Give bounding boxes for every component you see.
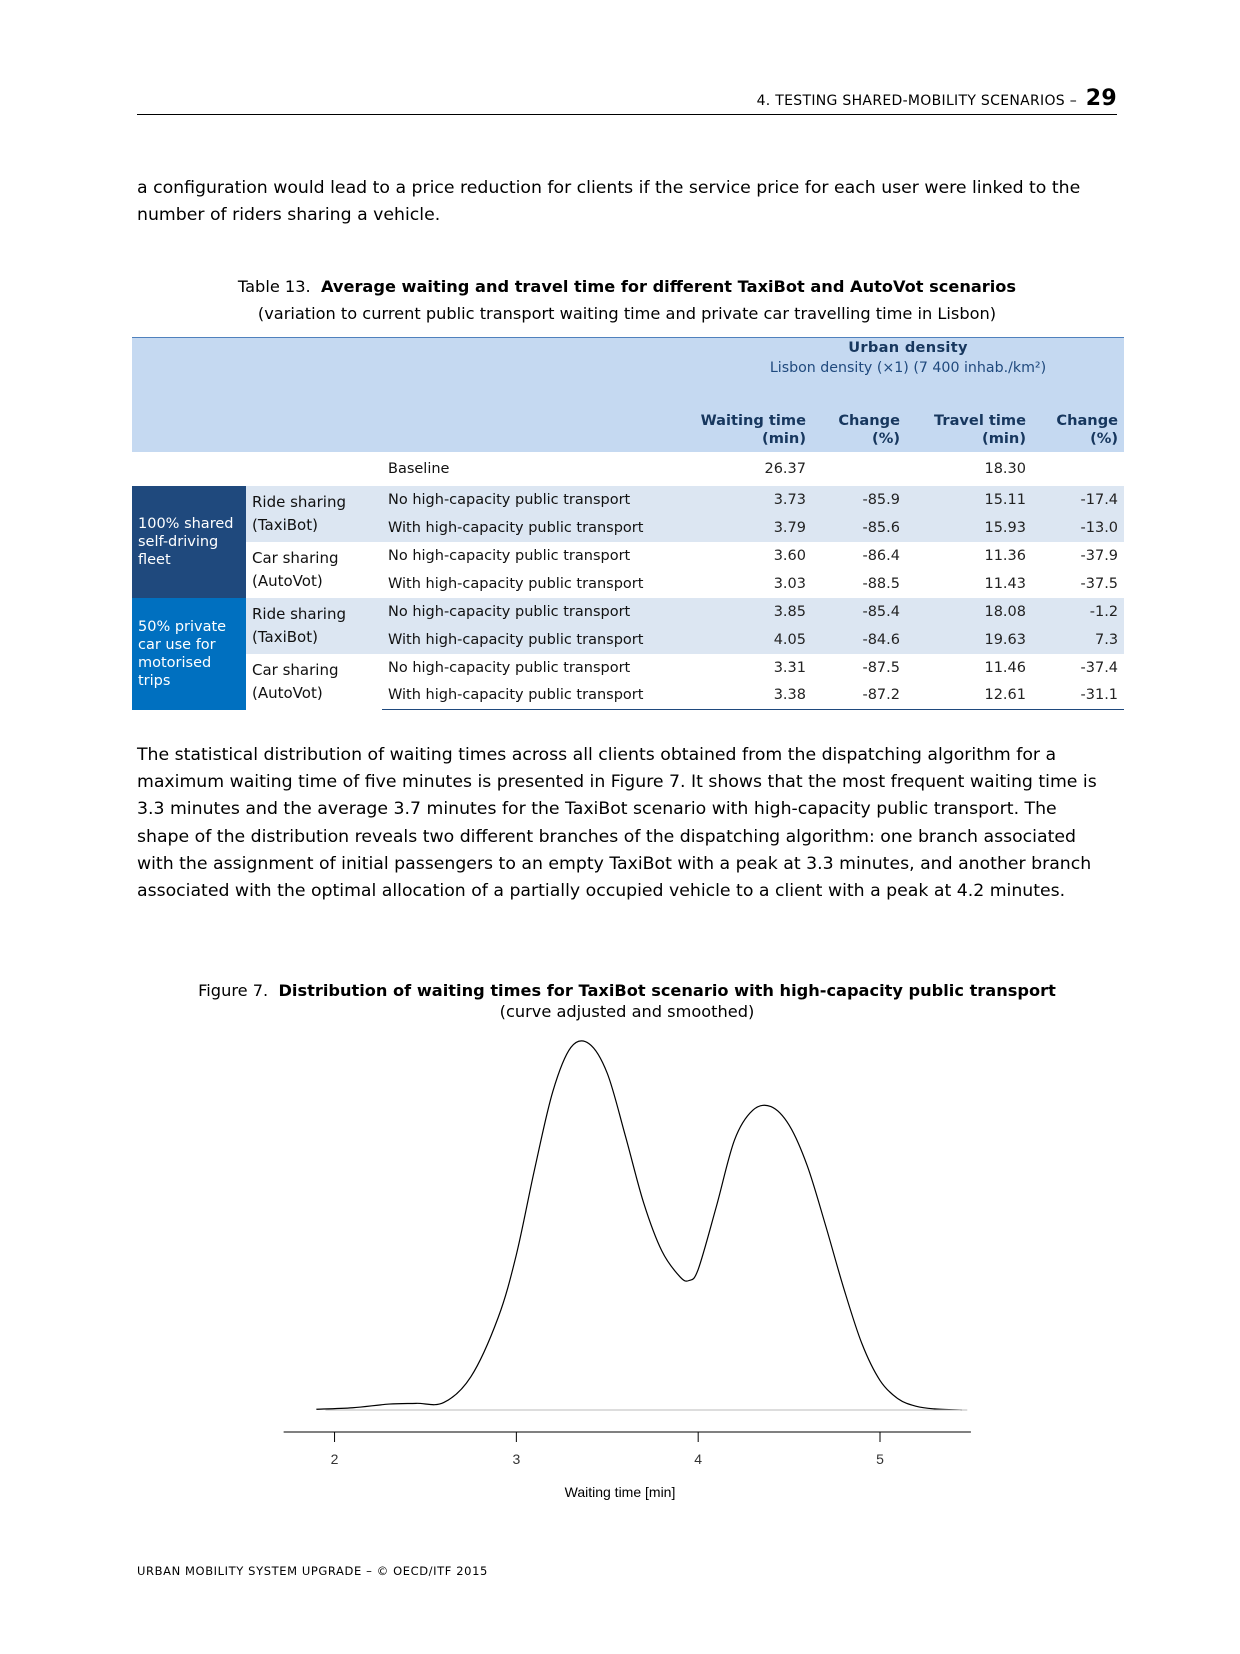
cell-travel: 19.63 xyxy=(984,631,1026,648)
table-caption-label: Table 13. xyxy=(237,277,311,296)
header-blank-2 xyxy=(132,412,692,452)
cell-waiting: 3.79 xyxy=(773,519,806,536)
col-waiting-unit: (min) xyxy=(762,429,806,447)
paragraph-distribution: The statistical distribution of waiting times across all clients obtained from the dispatching algorithm for a maximum waiting time of five minutes is presented in Figure 7. It shows that the most frequent waiting time is 3.3 minutes and the average 3.7 minutes for the TaxiBot scenario with high-capacity public transport. The shape of the distribution reveals two different branches of the dispatching algorithm: one branch associated with the assignment of initial passengers to an empty TaxiBot with a peak at 3.3 minutes, and another branch associated with the optimal allocation of a partially occupied vehicle to a client with a peak at 4.2 minutes. xyxy=(137,745,1097,902)
x-tick-label: 2 xyxy=(330,1451,339,1467)
running-header xyxy=(137,82,1117,115)
cell-waiting: 3.73 xyxy=(773,491,806,508)
page-footer: URBAN MOBILITY SYSTEM UPGRADE – © OECD/ITF 2015 xyxy=(137,1564,488,1578)
cell-change1: -84.6 xyxy=(862,631,900,648)
cell-waiting: 4.05 xyxy=(773,631,806,648)
col-travel-time xyxy=(906,412,1032,452)
cell-change2: 7.3 xyxy=(1094,631,1119,648)
figure-caption-title: Distribution of waiting times for TaxiBot scenario with high-capacity public transport xyxy=(278,981,1056,1000)
cell-change2: -17.4 xyxy=(1080,491,1119,508)
row-label: With high-capacity public transport xyxy=(388,631,644,648)
row-label: With high-capacity public transport xyxy=(382,682,692,710)
col-travel-unit: (min) xyxy=(982,429,1026,447)
col-travel-label: Travel time xyxy=(934,411,1026,429)
cell-waiting: 3.60 xyxy=(773,547,806,564)
table-row-baseline xyxy=(132,452,1124,486)
cell-change1: -88.5 xyxy=(862,575,900,592)
cell-change2: -37.5 xyxy=(1080,575,1119,592)
row-label: With high-capacity public transport xyxy=(388,519,644,536)
mode-ride-sharing: Ride sharing (TaxiBot) xyxy=(246,598,382,654)
density-curve xyxy=(316,1041,961,1410)
header-sub-label: Lisbon density (×1) (7 400 inhab./km²) xyxy=(769,360,1047,376)
cell-travel: 12.61 xyxy=(906,682,1032,710)
group-shared-fleet: 100% shared self-driving fleet xyxy=(132,486,246,598)
figure-caption xyxy=(137,980,1117,1022)
cell-travel: 11.43 xyxy=(984,575,1026,592)
col-change1-unit: (%) xyxy=(872,429,900,447)
cell-waiting: 3.85 xyxy=(773,603,806,620)
x-tick-label: 3 xyxy=(512,1451,521,1467)
cell-change1: -86.4 xyxy=(862,547,900,564)
table-row xyxy=(132,486,1124,514)
mode-car-sharing: Car sharing (AutoVot) xyxy=(252,548,339,590)
col-waiting-time xyxy=(692,412,812,452)
cell-waiting: 3.03 xyxy=(773,575,806,592)
col-change2-unit: (%) xyxy=(1090,429,1119,447)
col-change1-label: Change xyxy=(838,411,900,429)
cell-change2: -13.0 xyxy=(1080,519,1119,536)
cell-travel: 15.11 xyxy=(984,491,1026,508)
header-urban-density xyxy=(692,338,1124,412)
x-axis-label: Waiting time [min] xyxy=(564,1484,676,1500)
header-text xyxy=(757,86,1117,111)
row-label: No high-capacity public transport xyxy=(388,491,631,508)
table-row xyxy=(132,598,1124,626)
cell-waiting: 3.31 xyxy=(773,659,806,676)
group-private-car: 50% private car use for motorised trips xyxy=(132,598,246,710)
row-label: With high-capacity public transport xyxy=(388,575,644,592)
cell-travel: 15.93 xyxy=(984,519,1026,536)
row-label: No high-capacity public transport xyxy=(388,603,631,620)
row-label: No high-capacity public transport xyxy=(388,547,631,564)
waiting-time-figure xyxy=(260,1030,1000,1510)
cell-change1: -87.5 xyxy=(862,659,900,676)
x-tick-label: 5 xyxy=(876,1451,884,1467)
cell-change1: -87.2 xyxy=(812,682,906,710)
table-row xyxy=(132,542,1124,570)
figure-caption-label: Figure 7. xyxy=(198,981,269,1000)
cell-change2: -31.1 xyxy=(1032,682,1124,710)
page-number: 29 xyxy=(1085,86,1117,111)
baseline-waiting: 26.37 xyxy=(764,460,806,477)
col-waiting-label: Waiting time xyxy=(700,411,806,429)
cell-change1: -85.6 xyxy=(862,519,900,536)
table-row xyxy=(132,654,1124,682)
x-tick-label: 4 xyxy=(694,1451,703,1467)
col-change2-label: Change xyxy=(1056,411,1119,429)
figure-caption-sub: (curve adjusted and smoothed) xyxy=(499,1002,755,1021)
cell-travel: 18.08 xyxy=(984,603,1026,620)
x-ticks xyxy=(331,1432,884,1467)
table-caption-title: Average waiting and travel time for different TaxiBot and AutoVot scenarios xyxy=(320,277,1017,296)
cell-change1: -85.4 xyxy=(862,603,900,620)
cell-change1: -85.9 xyxy=(862,491,900,508)
header-blank xyxy=(132,338,692,412)
col-change-1 xyxy=(812,412,906,452)
row-label: No high-capacity public transport xyxy=(388,659,631,676)
baseline-travel: 18.30 xyxy=(984,460,1026,477)
cell-change2: -1.2 xyxy=(1089,603,1119,620)
waiting-time-table xyxy=(132,337,1124,710)
table-caption xyxy=(137,273,1117,327)
section-title: 4. TESTING SHARED-MOBILITY SCENARIOS – xyxy=(756,93,1078,109)
header-group-label: Urban density xyxy=(848,339,968,356)
paragraph-intro: a configuration would lead to a price reduction for clients if the service price for each user were linked to the number of riders sharing a vehicle. xyxy=(137,178,1081,226)
col-change-2 xyxy=(1032,412,1124,452)
mode-ride-sharing: Ride sharing (TaxiBot) xyxy=(246,486,382,542)
cell-travel: 11.46 xyxy=(984,659,1026,676)
cell-waiting: 3.38 xyxy=(692,682,812,710)
distribution-chart xyxy=(260,1030,1000,1510)
cell-travel: 11.36 xyxy=(984,547,1026,564)
cell-change2: -37.9 xyxy=(1080,547,1119,564)
mode-car-sharing: Car sharing (AutoVot) xyxy=(252,660,339,702)
table-caption-sub: (variation to current public transport waiting time and private car travelling time in Lisbon) xyxy=(257,304,997,323)
baseline-label: Baseline xyxy=(388,460,450,477)
cell-change2: -37.4 xyxy=(1080,659,1119,676)
